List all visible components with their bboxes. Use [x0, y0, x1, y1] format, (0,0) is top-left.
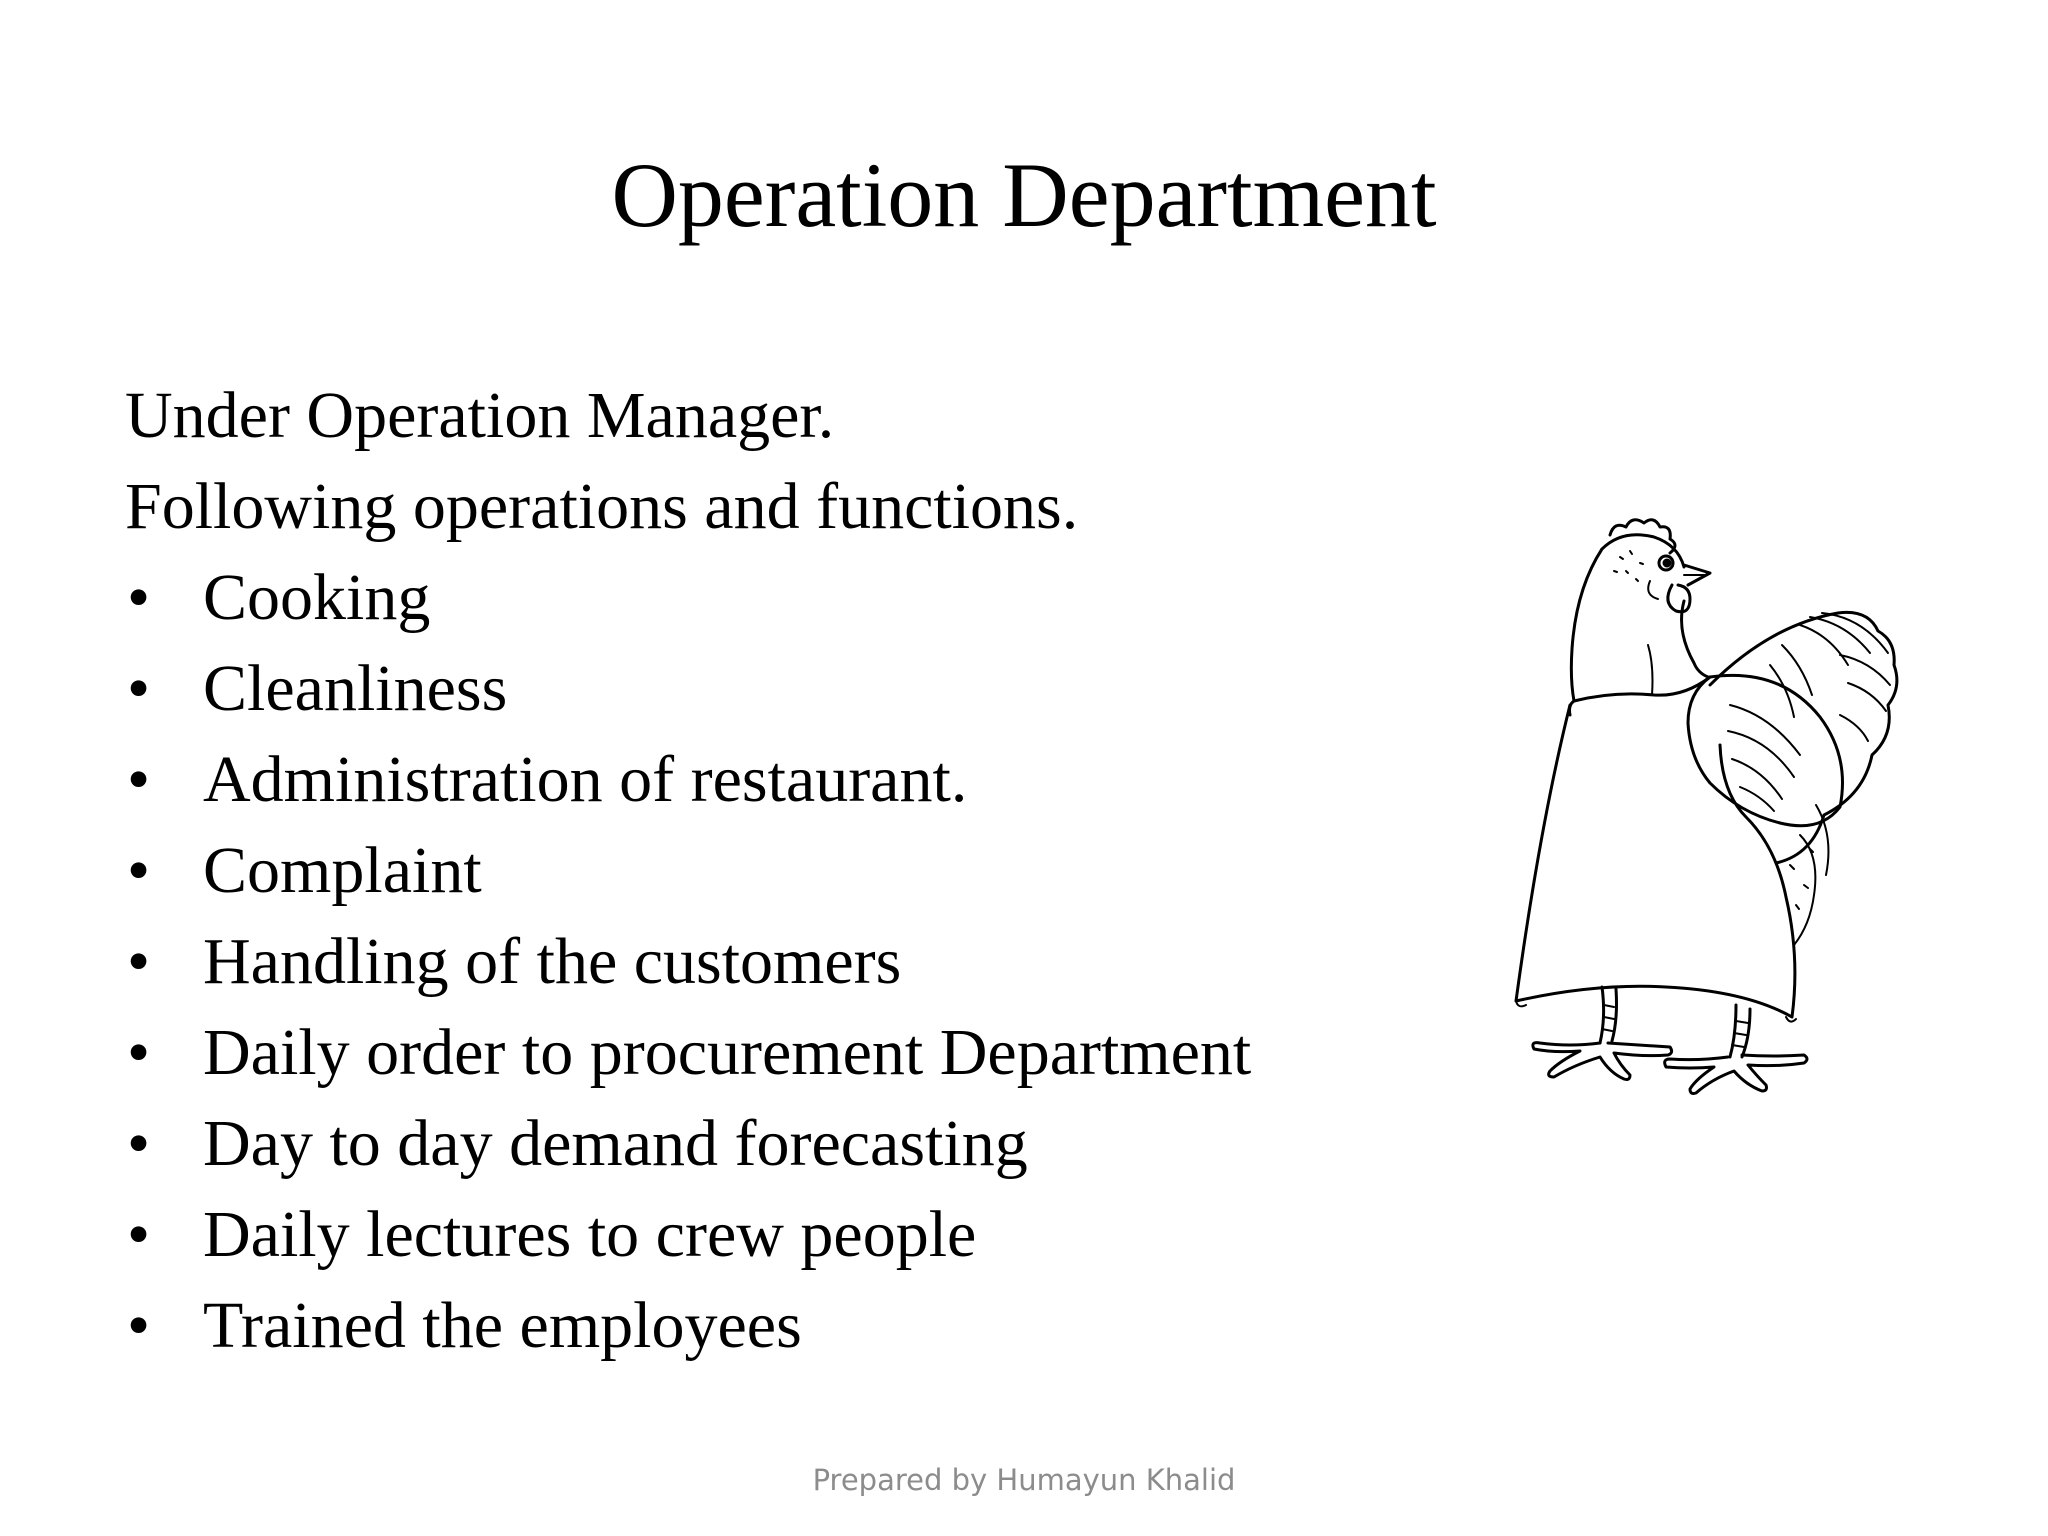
slide-title: Operation Department [611, 144, 1437, 246]
list-item-text: Trained the employees [203, 1289, 802, 1362]
bullet-icon: • [127, 1198, 151, 1271]
list-item [125, 734, 1465, 825]
list-item-text: Day to day demand forecasting [203, 1107, 1028, 1180]
list-item-text: Handling of the customers [203, 925, 902, 998]
hen-in-apron-icon [1470, 505, 1980, 1095]
list-item [125, 1098, 1465, 1189]
bullet-icon: • [127, 652, 151, 725]
intro-line-functions: Following operations and functions. [125, 470, 1079, 543]
list-item [125, 1280, 1465, 1371]
list-item-text: Administration of restaurant. [203, 743, 968, 816]
bullet-icon: • [127, 561, 151, 634]
list-item-text: Cooking [203, 561, 431, 634]
list-item [125, 1007, 1465, 1098]
list-item-text: Daily order to procurement Department [203, 1016, 1252, 1089]
bullet-icon: • [127, 834, 151, 907]
list-item [125, 1189, 1465, 1280]
list-item [125, 643, 1465, 734]
list-item-text: Daily lectures to crew people [203, 1198, 977, 1271]
intro-line-manager: Under Operation Manager. [125, 379, 835, 452]
slide-body [125, 370, 1465, 1371]
list-item [125, 552, 1465, 643]
list-item [125, 825, 1465, 916]
bullet-icon: • [127, 1289, 151, 1362]
list-item-text: Complaint [203, 834, 482, 907]
bullet-icon: • [127, 925, 151, 998]
list-item-text: Cleanliness [203, 652, 508, 725]
bullet-icon: • [127, 1016, 151, 1089]
bullet-icon: • [127, 1107, 151, 1180]
list-item [125, 916, 1465, 1007]
bullet-icon: • [127, 743, 151, 816]
footer-credit: Prepared by Humayun Khalid [812, 1463, 1236, 1497]
